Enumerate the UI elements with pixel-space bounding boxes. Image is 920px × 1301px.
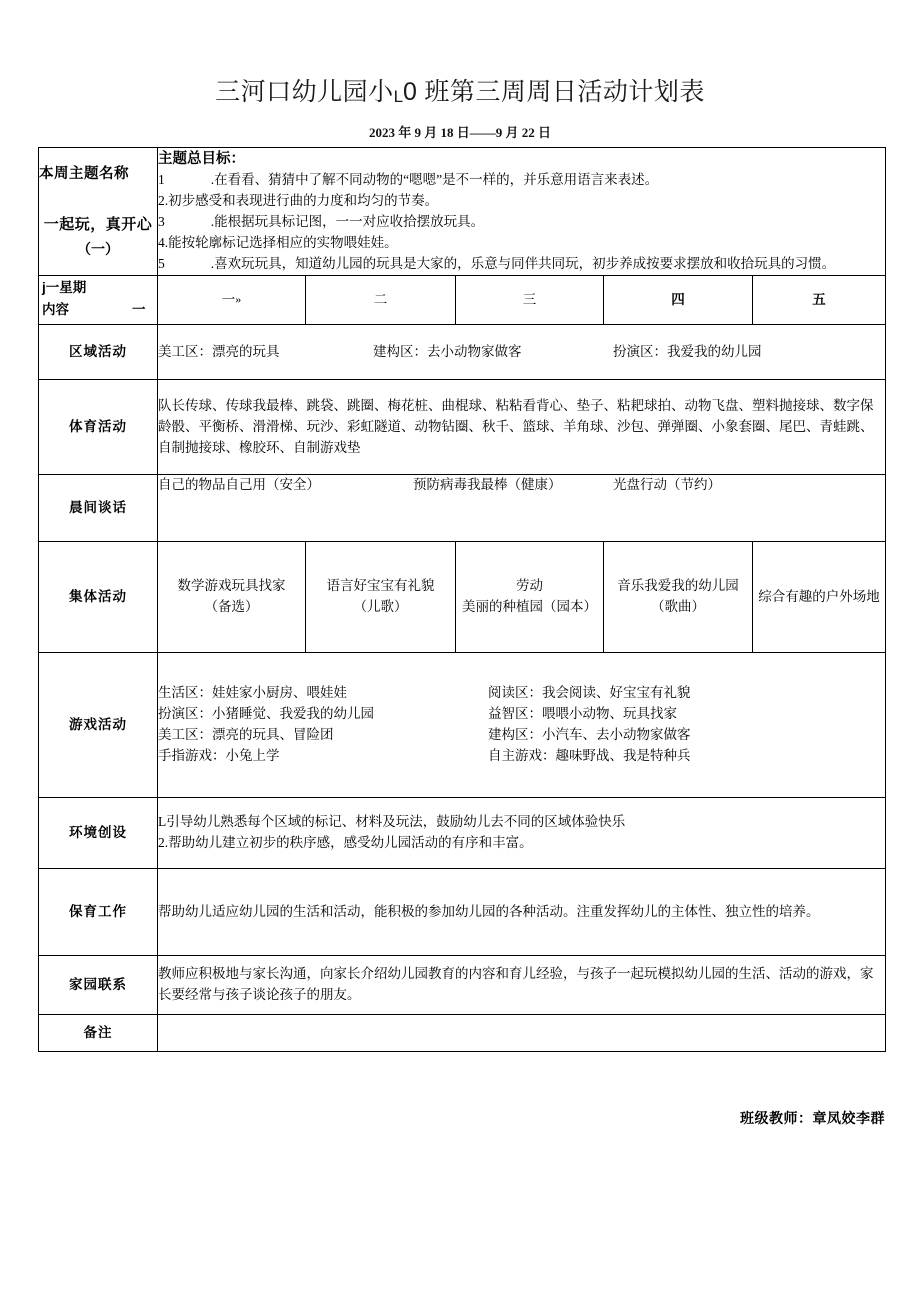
row-label-game-activity: 游戏活动	[39, 653, 158, 798]
corner-week-label: j一星期	[42, 280, 87, 296]
game-puzzle-area: 益智区：喂喂小动物、玩具找家	[488, 706, 677, 722]
row-label-family-liaison: 家园联系	[39, 956, 158, 1015]
table-row-notes	[39, 1015, 886, 1052]
goal-number: 3	[158, 214, 165, 230]
date-range: 2023 年 9 月 18 日——9 月 22 日	[368, 125, 551, 140]
goal-number: 5	[158, 256, 165, 272]
game-life-area: 生活区：娃娃家小厨房、喂娃娃	[158, 685, 347, 701]
region-activity-content	[158, 325, 886, 380]
title-class-marker: L	[393, 87, 404, 106]
row-label-pe-activity: 体育活动	[39, 380, 158, 475]
title-prefix: 三河口幼儿园小	[215, 78, 394, 106]
teacher-signature: 班级教师：章凤姣李群	[740, 1110, 885, 1126]
goal-text: .能按轮廓标记选择相应的实物喂娃娃。	[164, 235, 398, 251]
goal-number: 1	[158, 172, 165, 188]
row-label-care-work: 保育工作	[39, 869, 158, 956]
group-activity-thu	[604, 542, 753, 653]
group-cell-text: 音乐我爱我的幼儿园 （歌曲）	[617, 578, 739, 615]
title-suffix: 班第三周周日活动计划表	[424, 78, 705, 106]
table-row-morning-talk	[39, 475, 886, 542]
goal-item	[158, 233, 885, 254]
game-free-play: 自主游戏：趣味野战、我是特种兵	[488, 748, 691, 763]
pe-activity-content: 队长传球、传球我最棒、跳袋、跳圈、梅花桩、曲棍球、粘粘看背心、垫子、粘耙球拍、动物飞盘、塑料抛接球、数字保龄骰、平衡桥、滑滑梯、玩沙、彩虹隧道、动物钻圈、秋千、篮球、羊角球、沙包、弹弹圈、小象套圈、尾巴、青蛙跳、自制抛接球、橡胶环、自制游戏垫	[158, 380, 886, 475]
environment-content	[158, 798, 886, 869]
table-row-game-activity	[39, 653, 886, 798]
table-row-theme	[39, 148, 886, 276]
game-activity-grid	[158, 683, 885, 767]
notes-content	[158, 1015, 886, 1052]
table-row-care-work	[39, 869, 886, 956]
table-row-group-activity	[39, 542, 886, 653]
weekly-plan-table	[38, 147, 886, 1052]
goals-list	[158, 170, 885, 275]
corner-header-cell	[39, 276, 158, 325]
talk-health: 预防病毒我最棒（健康）	[413, 477, 562, 493]
page-title	[0, 72, 920, 108]
region-construction-area: 建构区：去小动物家做客	[373, 343, 522, 359]
goal-item	[158, 191, 885, 212]
game-finger-play: 手指游戏：小兔上学	[158, 748, 280, 763]
table-row-region-activity	[39, 325, 886, 380]
day-header-thu: 四	[604, 276, 753, 325]
group-cell-text: 综合有趣的户外场地	[758, 588, 880, 604]
row-label-region-activity: 区域活动	[39, 325, 158, 380]
game-activity-content	[158, 653, 886, 798]
table-row-environment	[39, 798, 886, 869]
region-roleplay-area: 扮演区：我爱我的幼儿园	[613, 343, 762, 359]
game-row	[158, 725, 885, 746]
goal-text: .在看看、猜猜中了解不同动物的“嗯嗯”是不一样的，并乐意用语言来表述。	[210, 172, 659, 188]
environment-line-1: L引导幼儿熟悉每个区域的标记、材料及玩法，鼓励幼儿去不同的区域体验快乐	[158, 814, 626, 830]
goals-heading: 主题总目标：	[158, 151, 245, 167]
game-row	[158, 683, 885, 704]
game-reading-area: 阅读区：我会阅读、好宝宝有礼貌	[488, 685, 691, 701]
table-row-weekday-header	[39, 276, 886, 325]
goal-number: 4	[158, 235, 165, 251]
care-work-content: 帮助幼儿适应幼儿园的生活和活动，能积极的参加幼儿园的各种活动。注重发挥幼儿的主体性、独立性的培养。	[158, 869, 886, 956]
title-class-zero: 0	[403, 78, 417, 106]
game-row	[158, 704, 885, 725]
goal-item	[158, 254, 885, 275]
chevron-right-icon: »	[235, 291, 242, 306]
day-header-fri: 五	[753, 276, 886, 325]
theme-goals-cell	[158, 148, 886, 276]
day-header-wed: 三	[456, 276, 604, 325]
table-row-pe-activity	[39, 380, 886, 475]
game-row	[158, 746, 885, 767]
region-art-area: 美工区：漂亮的玩具	[158, 343, 280, 359]
row-label-environment: 环境创设	[39, 798, 158, 869]
row-label-group-activity: 集体活动	[39, 542, 158, 653]
group-cell-text: 数学游戏玩具找家 （备选）	[177, 578, 286, 615]
group-activity-wed	[456, 542, 604, 653]
morning-talk-content	[158, 475, 886, 542]
environment-line-2: 2.帮助幼儿建立初步的秩序感，感受幼儿园活动的有序和丰富。	[158, 835, 533, 851]
talk-safety: 自己的物品自己用（安全）	[158, 477, 320, 493]
day-header-mon: 一»	[158, 276, 306, 325]
goal-text: .初步感受和表现进行曲的力度和均匀的节奏。	[164, 193, 439, 209]
theme-value: 一起玩，真开心	[43, 216, 153, 234]
theme-label: 本周主题名称	[39, 165, 129, 182]
group-activity-fri	[753, 542, 886, 653]
theme-name-cell	[39, 148, 158, 276]
game-construction-area: 建构区：小汽车、去小动物家做客	[488, 727, 691, 743]
corner-dash: 一	[132, 302, 146, 318]
goal-number: 2	[158, 193, 165, 209]
day-header-tue: 二	[306, 276, 456, 325]
corner-content-label: 内容	[42, 302, 69, 318]
goal-text: .喜欢玩玩具，知道幼儿园的玩具是大家的，乐意与同伴共同玩，初步养成按要求摆放和收拾玩具的习惯。	[210, 256, 836, 272]
goal-text: .能根据玩具标记图，一一对应收拾摆放玩具。	[210, 214, 485, 230]
talk-saving: 光盘行动（节约）	[613, 477, 721, 493]
family-liaison-content: 教师应积极地与家长沟通，向家长介绍幼儿园教育的内容和育儿经验，与孩子一起玩模拟幼儿园的生活、活动的游戏，家长要经常与孩子谈论孩子的朋友。	[158, 956, 886, 1015]
game-roleplay-area: 扮演区：小猪睡觉、我爱我的幼儿园	[158, 706, 374, 722]
group-activity-mon	[158, 542, 306, 653]
game-art-area: 美工区：漂亮的玩具、冒险团	[158, 727, 334, 743]
goal-item	[158, 170, 885, 191]
table-row-family-liaison	[39, 956, 886, 1015]
group-activity-tue	[306, 542, 456, 653]
row-label-morning-talk: 晨间谈话	[39, 475, 158, 542]
goal-item	[158, 212, 885, 233]
group-cell-text: 劳动 美丽的种植园（园本）	[462, 578, 597, 615]
group-cell-text: 语言好宝宝有礼貌 （儿歌）	[326, 578, 435, 615]
row-label-notes: 备注	[39, 1015, 158, 1052]
theme-sub: （一）	[77, 240, 119, 257]
